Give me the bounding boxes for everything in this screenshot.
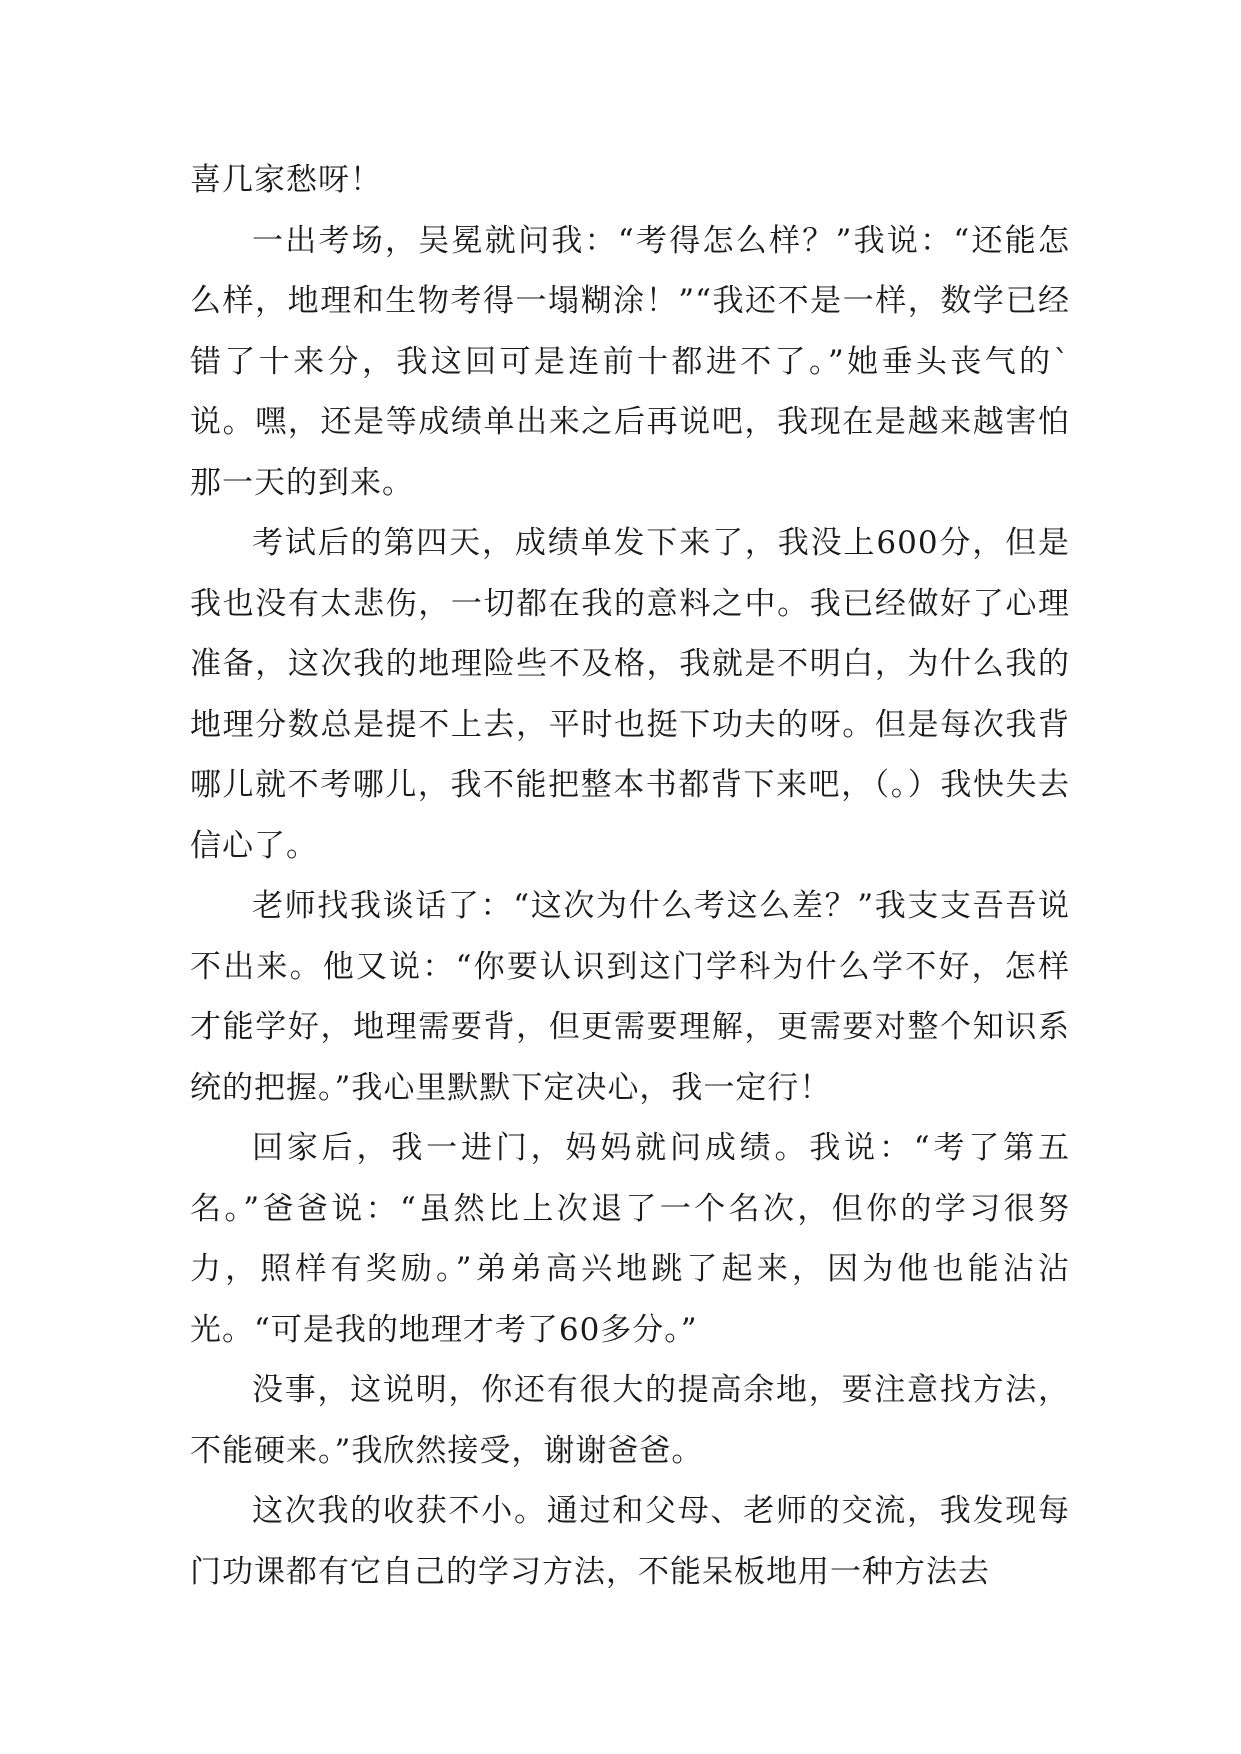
- paragraph-4: 老师找我谈话了：“这次为什么考这么差？”我支支吾吾说不出来。他又说：“你要认识到这门学科为什么学不好，怎样才能学好，地理需要背，但更需要理解，更需要对整个知识系统的把握。”我心里默默下定决心，我一定行！: [190, 888, 1070, 1106]
- paragraph-5: 回家后，我一进门，妈妈就问成绩。我说：“考了第五名。”爸爸说：“虽然比上次退了一个名次，但你的学习很努力，照样有奖励。”弟弟高兴地跳了起来，因为他也能沾沾光。“可是我的地理才考了60多分。”: [190, 1130, 1070, 1348]
- paragraph-6: 没事，这说明，你还有很大的提高余地，要注意找方法，不能硬来。”我欣然接受，谢谢爸爸。: [190, 1372, 1070, 1469]
- paragraph-7: 这次我的收获不小。通过和父母、老师的交流，我发现每门功课都有它自己的学习方法，不能呆板地用一种方法去: [190, 1493, 1070, 1590]
- paragraph-2: 一出考场，吴冕就问我：“考得怎么样？”我说：“还能怎么样，地理和生物考得一塌糊涂！”“我还不是一样，数学已经错了十来分，我这回可是连前十都进不了。”她垂头丧气的`说。嘿，还是等成绩单出来之后再说吧，我现在是越来越害怕那一天的到来。: [190, 222, 1070, 501]
- article-body: [190, 150, 1070, 1602]
- paragraph-3: 考试后的第四天，成绩单发下来了，我没上600分，但是我也没有太悲伤，一切都在我的意料之中。我已经做好了心理准备，这次我的地理险些不及格，我就是不明白，为什么我的地理分数总是提不上去，平时也挺下功夫的呀。但是每次我背哪儿就不考哪儿，我不能把整本书都背下来吧，（。）我快失去信心了。: [190, 525, 1070, 864]
- paragraph-1: 喜几家愁呀！: [190, 162, 382, 198]
